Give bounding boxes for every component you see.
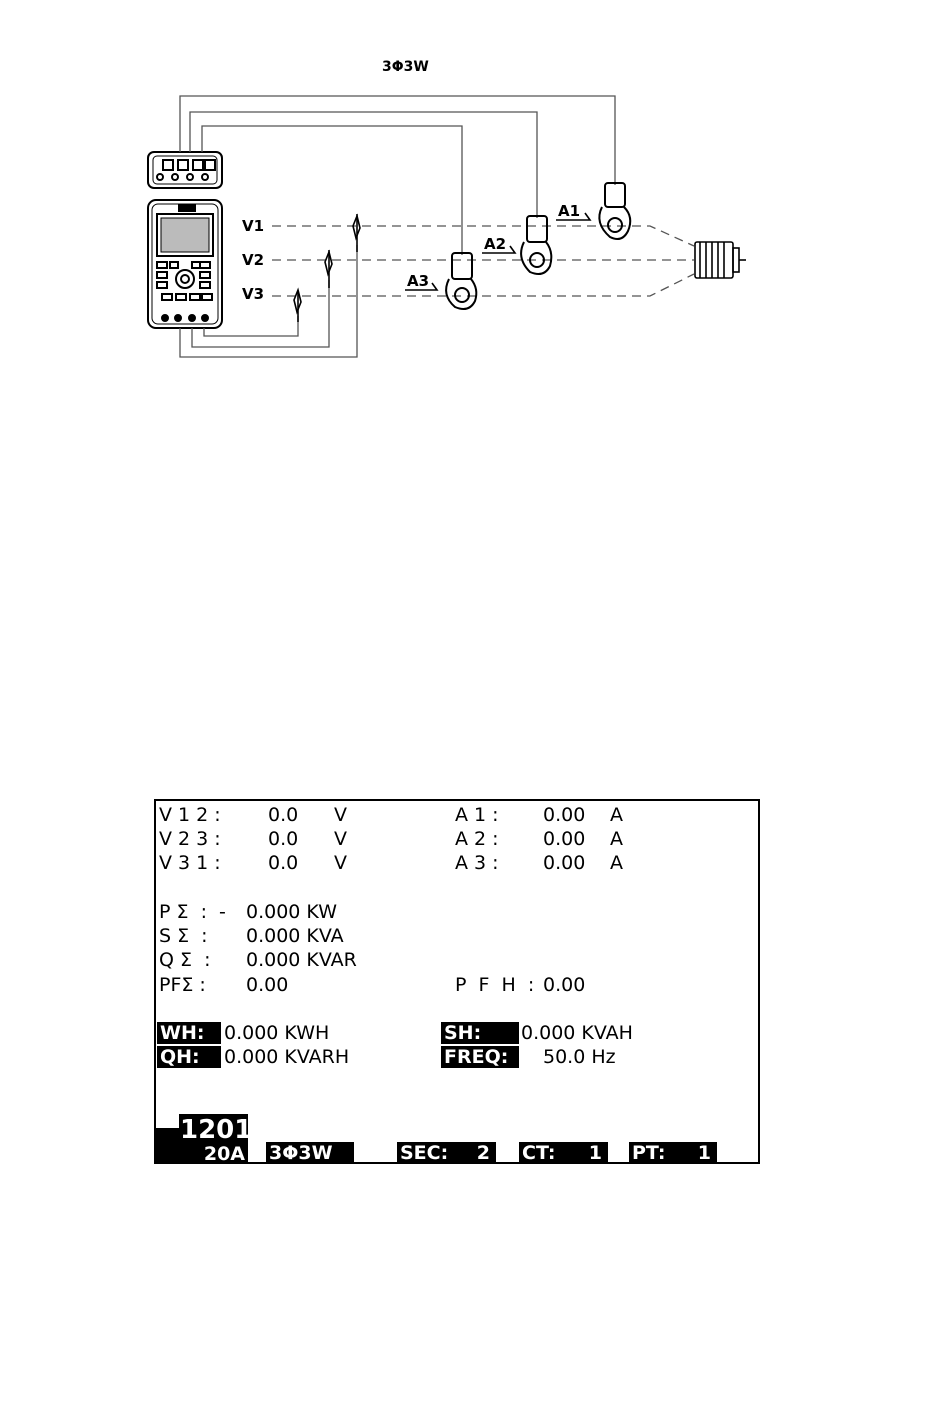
p-sum-value: 0.000 KW	[246, 901, 338, 923]
label-a2: A2	[484, 235, 507, 253]
range-value: 20A	[203, 1143, 245, 1165]
sh-label: SH:	[441, 1022, 519, 1044]
pfh-value: 0.00	[543, 974, 586, 996]
meter-connector-block	[148, 152, 222, 188]
a3-value: 0.00	[543, 852, 586, 874]
diagram-title: 3Φ3W	[382, 59, 429, 75]
motor-icon	[695, 242, 746, 278]
label-v3: V3	[242, 285, 265, 303]
power-meter-icon	[148, 200, 222, 328]
q-sum-value: 0.000 KVAR	[246, 949, 357, 971]
lcd-screen	[154, 799, 760, 1164]
label-v1: V1	[242, 217, 265, 235]
v23-value: 0.0	[268, 828, 299, 850]
wh-label: WH:	[157, 1022, 221, 1044]
freq-label: FREQ:	[441, 1046, 519, 1068]
a3-unit: A	[610, 852, 623, 874]
v31-value: 0.0	[268, 852, 299, 874]
a1-label: A 1 :	[455, 804, 499, 826]
a2-value: 0.00	[543, 828, 586, 850]
v31-label: V 3 1 :	[159, 852, 221, 874]
v23-label: V 2 3 :	[159, 828, 221, 850]
v31-unit: V	[334, 852, 347, 874]
q-sum-label: Q Σ :	[159, 949, 211, 971]
label-v2: V2	[242, 251, 265, 269]
v12-value: 0.0	[268, 804, 299, 826]
label-a3: A3	[407, 272, 430, 290]
sec-badge: SEC: 2	[397, 1142, 496, 1164]
voltage-probe-icon	[294, 214, 360, 322]
qh-label: QH:	[157, 1046, 221, 1068]
label-a1: A1	[558, 202, 581, 220]
ct-badge: CT: 1	[519, 1142, 608, 1164]
s-sum-value: 0.000 KVA	[246, 925, 344, 947]
a3-label: A 3 :	[455, 852, 499, 874]
freq-value: 50.0 Hz	[543, 1046, 616, 1068]
model-number: 1201	[180, 1115, 253, 1145]
v12-label: V 1 2 :	[159, 804, 221, 826]
wiring-mode-badge: 3Φ3W	[266, 1142, 354, 1164]
current-clamp-icon	[446, 183, 630, 309]
phase-lines	[272, 226, 694, 296]
pfh-label: P F H :	[455, 974, 535, 996]
a1-unit: A	[610, 804, 623, 826]
p-sum-label: P Σ : -	[159, 901, 226, 923]
v12-unit: V	[334, 804, 347, 826]
pf-sum-value: 0.00	[246, 974, 289, 996]
pt-badge: PT: 1	[629, 1142, 717, 1164]
a2-label: A 2 :	[455, 828, 499, 850]
s-sum-label: S Σ :	[159, 925, 208, 947]
a2-unit: A	[610, 828, 623, 850]
v23-unit: V	[334, 828, 347, 850]
qh-value: 0.000 KVARH	[224, 1046, 350, 1068]
wh-value: 0.000 KWH	[224, 1022, 330, 1044]
pf-sum-label: PFΣ :	[159, 974, 206, 996]
a1-value: 0.00	[543, 804, 586, 826]
sh-value: 0.000 KVAH	[521, 1022, 633, 1044]
wiring-diagram	[0, 0, 950, 400]
